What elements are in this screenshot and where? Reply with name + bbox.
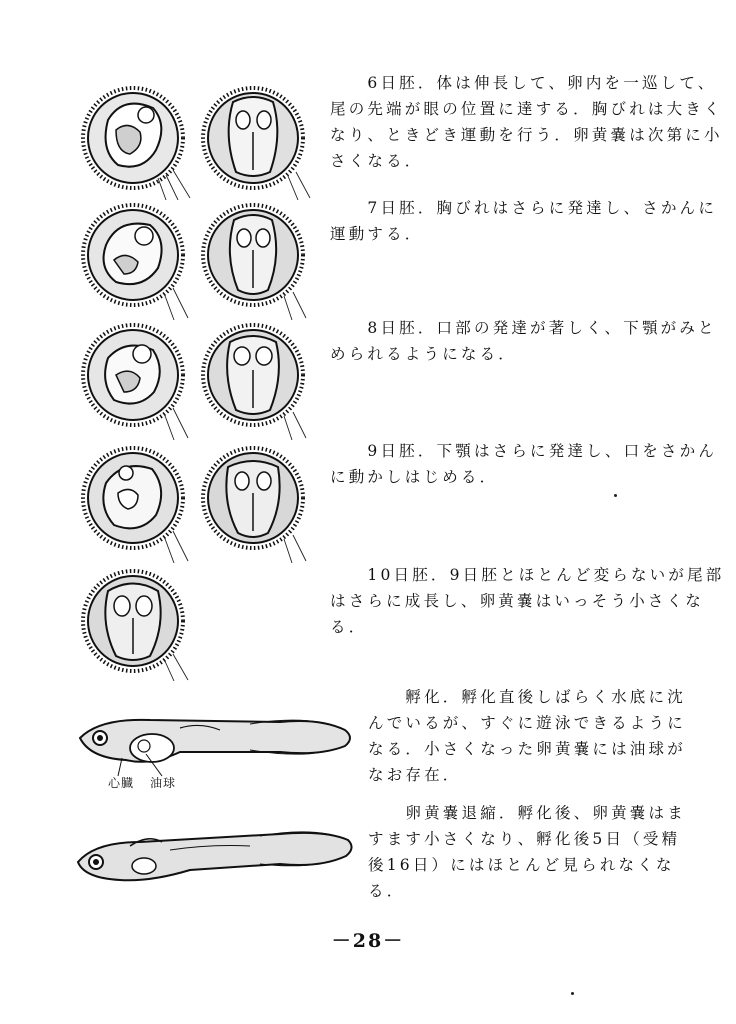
- label-oil-globule: 油球: [150, 776, 177, 790]
- speck: [614, 494, 617, 497]
- caption-day10: 10日胚．9日胚とほとんど変らないが尾部はさらに成長し、卵黄嚢はいっそう小さくなる．: [330, 566, 725, 636]
- larva-drawing: [78, 832, 352, 880]
- larva-figure-hatching: [70, 700, 360, 810]
- larva-figure-yolk-regression: [70, 820, 360, 930]
- egg-dorsal-view: [203, 325, 306, 440]
- egg-lateral-view: [83, 88, 190, 200]
- caption-day9: 9日胚．下顎はさらに発達し、口をさかんに動かしはじめる．: [330, 442, 718, 486]
- embryo-figure-day9: [78, 443, 318, 563]
- larva-drawing: [80, 720, 350, 776]
- egg-lateral-view: [83, 448, 188, 563]
- egg-dorsal-view: [203, 205, 306, 320]
- egg-lateral-view: [83, 325, 188, 440]
- page-number: －28－: [331, 930, 405, 952]
- egg-lateral-view: [83, 205, 188, 320]
- speck: [571, 992, 574, 995]
- egg-dorsal-view: [203, 448, 306, 563]
- embryo-figure-day8: [78, 320, 318, 440]
- caption-yolk-regression: 卵黄嚢退縮．孵化後、卵黄嚢はますます小さくなり、孵化後5日（受精後16日）にはほとんど見られなくなる．: [368, 804, 686, 900]
- embryo-figure-day7: [78, 200, 318, 320]
- embryo-figure-day10: [78, 566, 203, 686]
- egg-dorsal-view: [83, 571, 188, 681]
- caption-day6: 6日胚．体は伸長して、卵内を一巡して、尾の先端が眼の位置に達する．胸びれは大きくなり、ときどき運動を行う．卵黄嚢は次第に小さくなる．: [330, 74, 723, 170]
- egg-dorsal-view: [203, 88, 310, 200]
- caption-day8: 8日胚．口部の発達が著しく、下顎がみとめられるようになる．: [330, 319, 717, 363]
- caption-day7: 7日胚．胸びれはさらに発達し、さかんに運動する．: [330, 199, 718, 243]
- caption-hatching: 孵化．孵化直後しばらく水底に沈んでいるが、すぐに遊泳できるようになる．小さくなった卵黄嚢には油球がなお存在．: [368, 688, 686, 784]
- embryo-figure-day6: [78, 80, 318, 200]
- label-heart: 心臓: [108, 776, 135, 790]
